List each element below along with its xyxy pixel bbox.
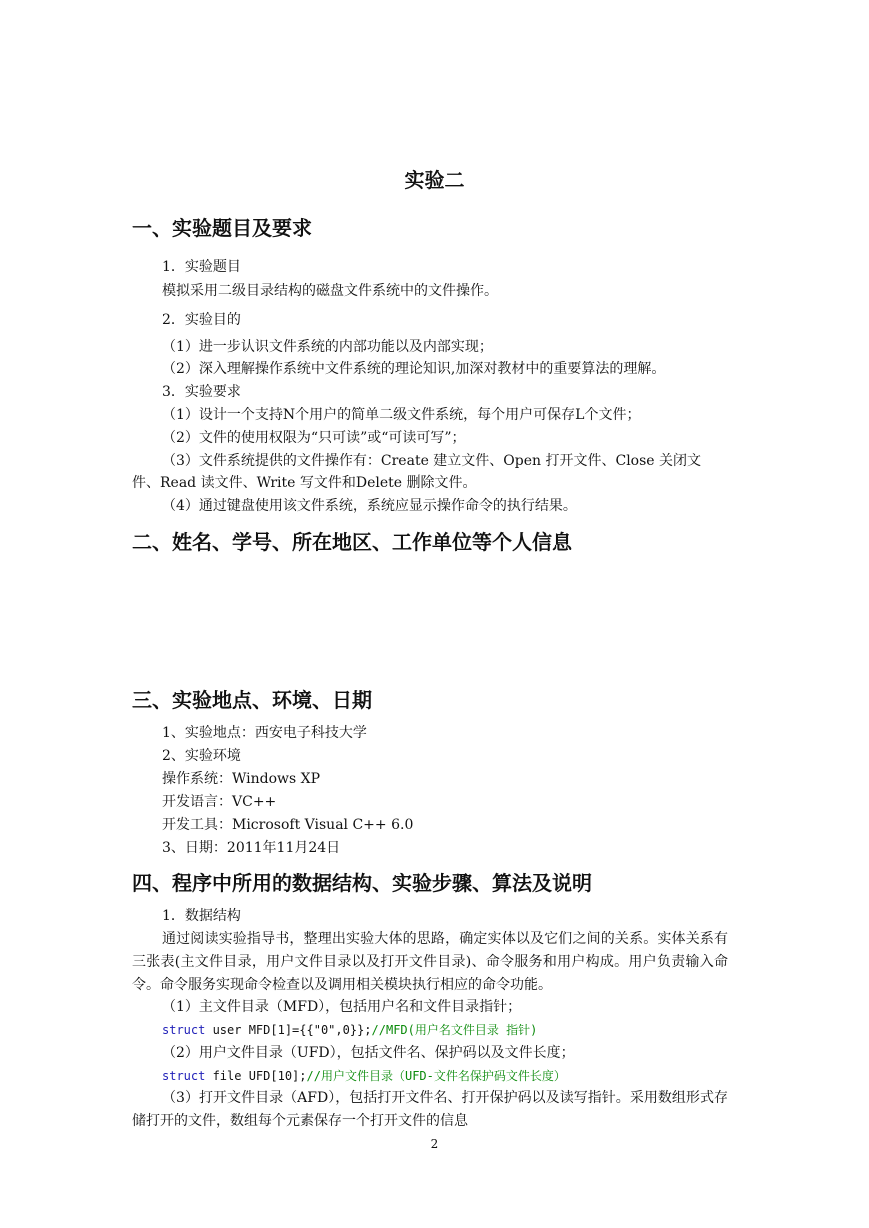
- code-text: user MFD[1]={{"0",0}};: [205, 1023, 372, 1037]
- text-line: （1）主文件目录（MFD），包括用户名和文件目录指针；: [162, 999, 522, 1015]
- text-line: 1．实验题目: [162, 259, 241, 275]
- page-number: 2: [430, 1137, 439, 1151]
- text-line: （2）文件的使用权限为“只可读”或“可读可写”；: [162, 430, 466, 446]
- text-line: 件、Read 读文件、Write 写文件和Delete 删除文件。: [132, 475, 477, 491]
- text-line: 开发工具：Microsoft Visual C++ 6.0: [162, 817, 414, 833]
- code-line: [162, 1019, 537, 1041]
- code-keyword: struct: [162, 1069, 206, 1083]
- section-heading-1: 一、实验题目及要求: [132, 216, 312, 240]
- text-line: 3、日期：2011年11月24日: [162, 840, 341, 856]
- text-line: （1）进一步认识文件系统的内部功能以及内部实现；: [162, 339, 493, 355]
- text-line: 3．实验要求: [162, 384, 241, 400]
- text-line: 模拟采用二级目录结构的磁盘文件系统中的文件操作。: [162, 283, 498, 299]
- code-comment: //MFD(用户名文件目录 指针): [371, 1023, 538, 1037]
- paragraph: （3）打开文件目录（AFD），包括打开文件名、打开保护码以及读写指针。采用数组形式存储打开的文件，数组每个元素保存一个打开文件的信息: [132, 1090, 728, 1129]
- text-line: （2）深入理解操作系统中文件系统的理论知识,加深对教材中的重要算法的理解。: [162, 361, 666, 377]
- text-line: 1．数据结构: [162, 908, 241, 924]
- text-line: 开发语言：VC++: [162, 794, 277, 810]
- section-heading-3: 三、实验地点、环境、日期: [132, 688, 372, 712]
- text-line: 2、实验环境: [162, 748, 241, 764]
- code-line: [162, 1065, 566, 1087]
- text-line: （1）设计一个支持N个用户的简单二级文件系统，每个用户可保存L个文件；: [162, 407, 641, 423]
- code-text: file UFD[10];: [205, 1069, 307, 1083]
- code-comment: //用户文件目录（UFD-文件名保护码文件长度）: [306, 1069, 566, 1083]
- code-keyword: struct: [162, 1023, 206, 1037]
- section-heading-4: 四、程序中所用的数据结构、实验步骤、算法及说明: [132, 871, 592, 895]
- section-heading-2: 二、姓名、学号、所在地区、工作单位等个人信息: [132, 530, 572, 554]
- text-line: （4）通过键盘使用该文件系统，系统应显示操作命令的执行结果。: [162, 498, 577, 514]
- paragraph: 通过阅读实验指导书，整理出实验大体的思路，确定实体以及它们之间的关系。实体关系有三张表(主文件目录，用户文件目录以及打开文件目录)、命令服务和用户构成。用户负责输入命令。命令服务实现命令检查以及调用相关模块执行相应的命令功能。: [132, 931, 728, 993]
- text-line: （2）用户文件目录（UFD），包括文件名、保护码以及文件长度；: [162, 1045, 575, 1061]
- page-title: 实验二: [404, 168, 465, 192]
- text-line: 2．实验目的: [162, 312, 241, 328]
- text-line: 操作系统：Windows XP: [162, 771, 321, 787]
- text-line: （3）文件系统提供的文件操作有：Create 建立文件、Open 打开文件、Close 关闭文: [162, 453, 702, 469]
- text-line: 1、实验地点：西安电子科技大学: [162, 725, 367, 741]
